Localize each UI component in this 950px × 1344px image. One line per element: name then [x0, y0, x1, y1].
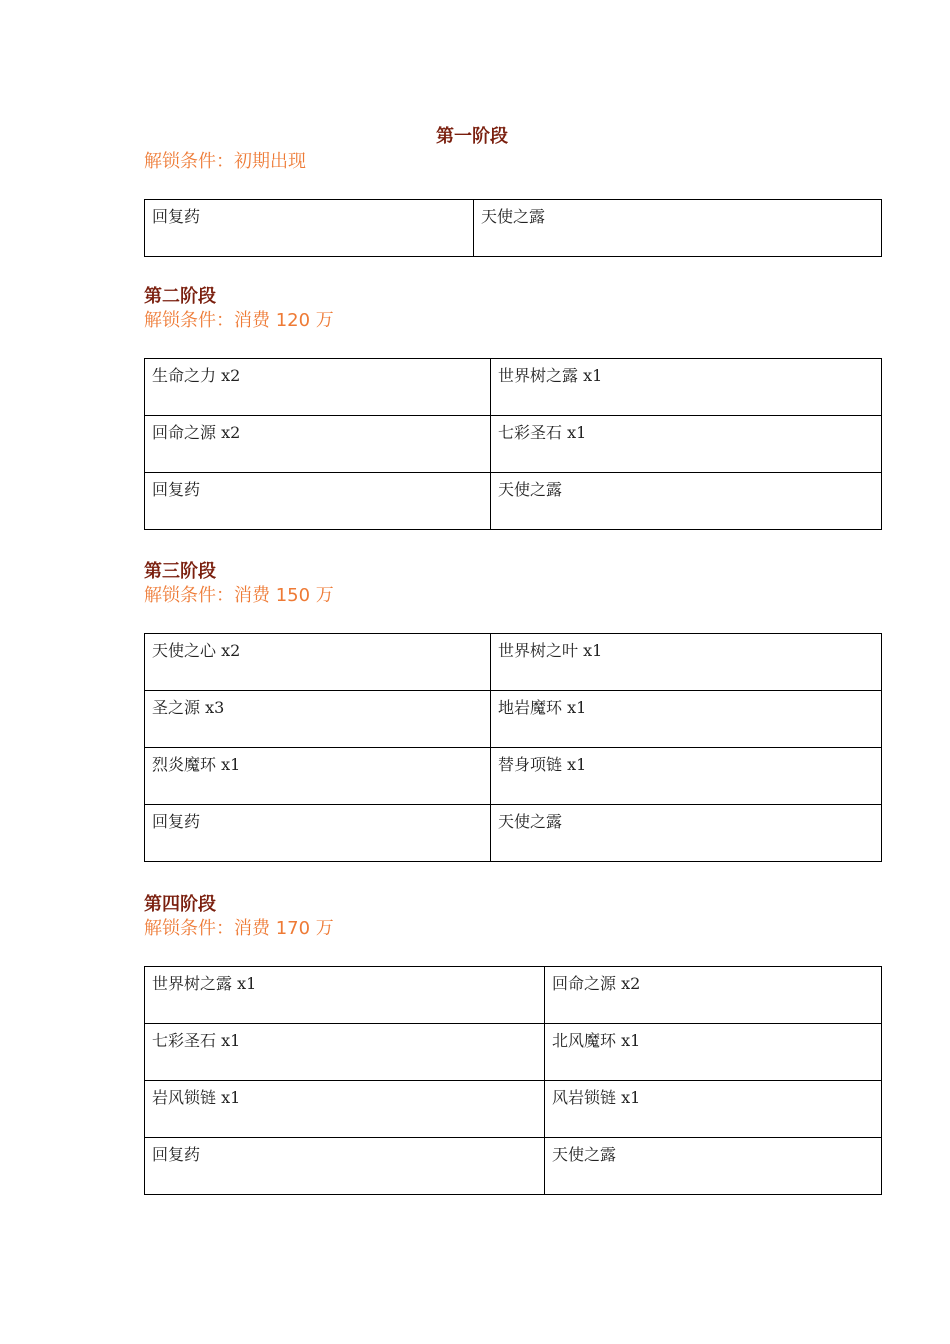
stage-3-unlock-condition: 解锁条件：消费 150 万 — [144, 585, 334, 606]
table-row — [145, 748, 882, 805]
item-cell: 烈炎魔环 x1 — [145, 748, 491, 805]
stage-4-unlock-condition: 解锁条件：消费 170 万 — [144, 918, 334, 939]
item-cell: 七彩圣石 x1 — [145, 1024, 545, 1081]
stage-3-item-table — [144, 633, 882, 862]
table-row — [145, 1024, 882, 1081]
stage-1-title: 第一阶段 — [436, 126, 508, 147]
item-cell: 岩风锁链 x1 — [145, 1081, 545, 1138]
item-cell: 回命之源 x2 — [145, 416, 491, 473]
table-row — [145, 805, 882, 862]
table-row — [145, 359, 882, 416]
table-row — [145, 967, 882, 1024]
table-row — [145, 634, 882, 691]
table-row — [145, 416, 882, 473]
table-row — [145, 691, 882, 748]
item-cell: 回命之源 x2 — [545, 967, 882, 1024]
table-row — [145, 1081, 882, 1138]
item-cell: 圣之源 x3 — [145, 691, 491, 748]
item-cell: 天使之露 — [491, 473, 882, 530]
table-row — [145, 473, 882, 530]
item-cell: 世界树之露 x1 — [145, 967, 545, 1024]
stage-2-title: 第二阶段 — [144, 286, 216, 307]
item-cell: 回复药 — [145, 1138, 545, 1195]
item-cell: 七彩圣石 x1 — [491, 416, 882, 473]
item-cell: 天使之露 — [545, 1138, 882, 1195]
item-cell: 回复药 — [145, 473, 491, 530]
item-cell: 回复药 — [145, 805, 491, 862]
item-cell: 北风魔环 x1 — [545, 1024, 882, 1081]
table-row — [145, 1138, 882, 1195]
item-cell: 替身项链 x1 — [491, 748, 882, 805]
item-cell: 生命之力 x2 — [145, 359, 491, 416]
item-cell: 地岩魔环 x1 — [491, 691, 882, 748]
table-row — [145, 200, 882, 257]
item-cell: 世界树之露 x1 — [491, 359, 882, 416]
stage-3-title: 第三阶段 — [144, 561, 216, 582]
stage-1-unlock-condition: 解锁条件：初期出现 — [144, 151, 306, 172]
stage-2-unlock-condition: 解锁条件：消费 120 万 — [144, 310, 334, 331]
stage-2-item-table — [144, 358, 882, 530]
item-cell: 天使之露 — [474, 200, 882, 257]
item-cell: 世界树之叶 x1 — [491, 634, 882, 691]
item-cell: 回复药 — [145, 200, 474, 257]
stage-4-item-table — [144, 966, 882, 1195]
stage-1-item-table — [144, 199, 882, 257]
item-cell: 风岩锁链 x1 — [545, 1081, 882, 1138]
item-cell: 天使之露 — [491, 805, 882, 862]
stage-4-title: 第四阶段 — [144, 894, 216, 915]
item-cell: 天使之心 x2 — [145, 634, 491, 691]
